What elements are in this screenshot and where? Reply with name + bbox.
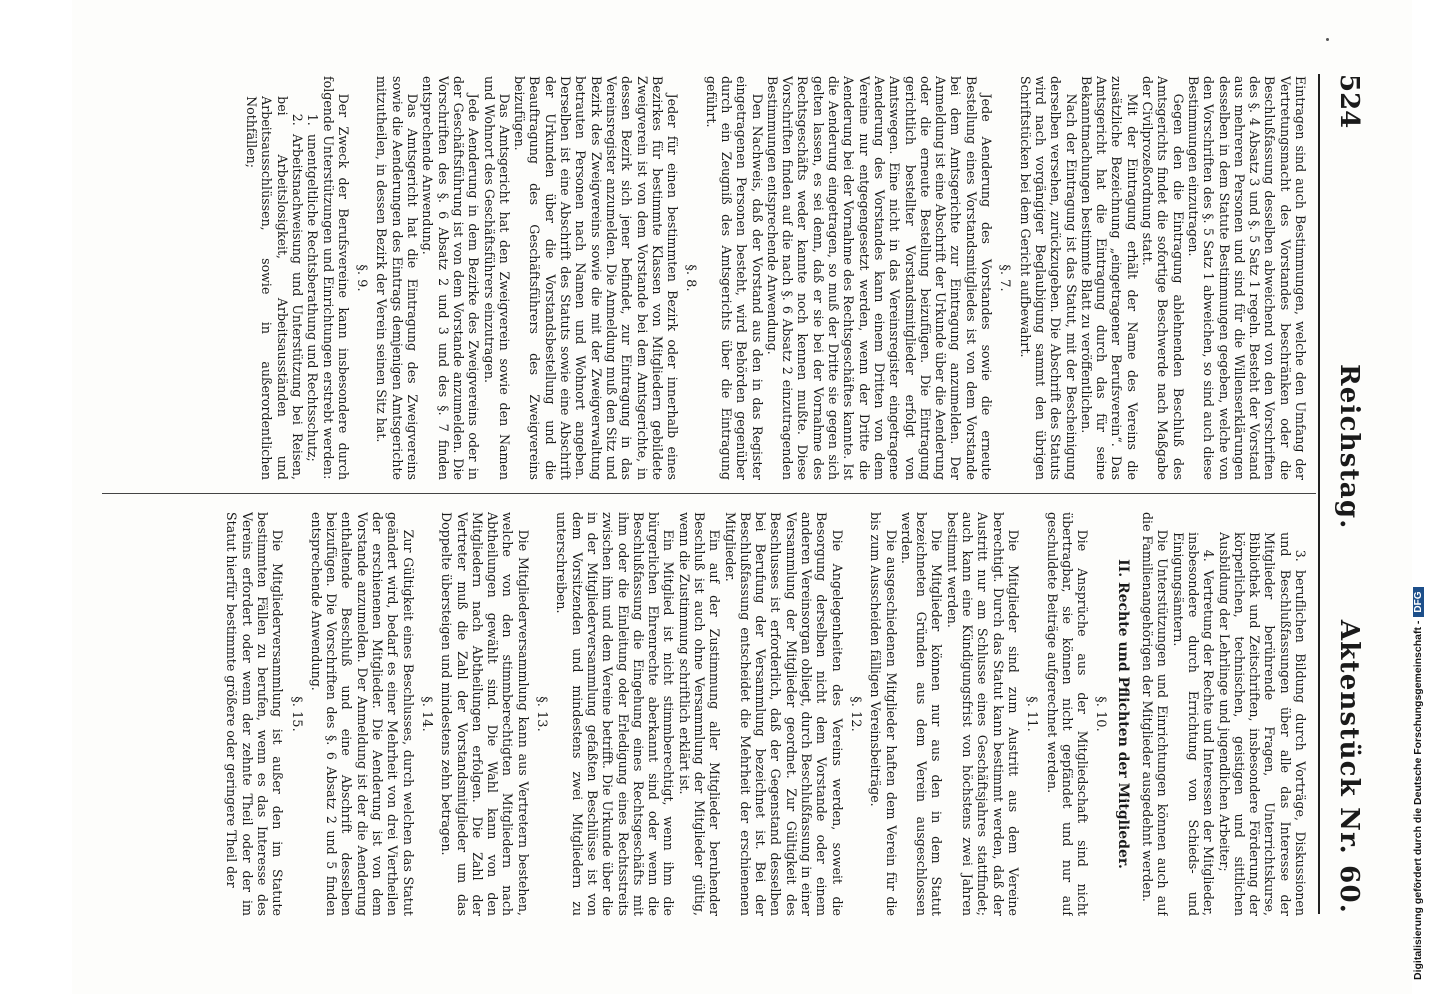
section-heading: §. 12.	[847, 696, 863, 732]
paragraph: Die Mitgliederversammlung ist außer den im Statute bestimmten Fällen zu berufen, wenn es das Interesse des Vereins erfordert oder wenn der zehnte Theil oder der im Statut hierfür bestimmte größere oder geringere Theil der	[224, 512, 286, 916]
scanned-page	[72, 0, 1412, 994]
paragraph: Ein auf der Zustimmung aller Mitglieder beruhender Beschluß ist auch ohne Versammlung der Mitglieder gültig, wenn die Zustimmung schriftlich erklärt ist.	[676, 512, 723, 916]
paragraph: Eintragen sind auch Bestimmungen, welche den Umfang der Vertretungsmacht des Vorstandes beschränken oder die Beschlußfassung desselben abweichend von den Vorschriften des §. 4 Absatz 3 und §. 5 Satz 1 regeln. Besteht der Vorstand aus mehreren Personen und sind für die Willenserklärungen desselben in dem Statute Bestimmungen gegeben, welche von den Vorschriften des §. 5 Satz 1 abweichen, so sind auch diese Bestimmungen einzutragen.	[1185, 76, 1308, 480]
credit-label: Digitalisierung gefördert durch die Deutsche Forschungsgemeinschaft -	[1412, 620, 1424, 980]
paragraph: Zur Gültigkeit eines Beschlusses, durch welchen das Statut geändert wird, bedarf es einer Mehrheit von drei Viertheilen der erschienenen Mitglieder. Die Aenderung ist von dem Vorstande anzumelden. Der Anmeldung ist der die Aenderung enthaltende Beschluß und eine Abschrift desselben beizufügen. Die Vorschriften des §. 6 Absatz 2 und 5 finden entsprechende Anwendung.	[308, 512, 416, 916]
left-column	[98, 76, 1308, 480]
digitization-credit-sidebar	[1410, 0, 1434, 1000]
header-rule	[1318, 74, 1320, 914]
paragraph: Die Ansprüche aus der Mitgliedschaft sind nicht übertragbar, sie können nicht gepfändet und nur auf geschuldete Beiträge aufgerechnet werden.	[1044, 512, 1091, 916]
paragraph: Die Mitgliederversammlung kann aus Vertretern bestehen, welche von den stimmberechtigten Mitgliedern nach Abtheilungen gewählt sind. Die Wahl kann von den Mitgliedern nach Abtheilungen erfolgen. Die Zahl der Vertreter muß die Zahl der Vorstandsmitglieder um das Doppelte übersteigen und mindestens zehn betragen.	[439, 512, 531, 916]
paragraph: Den Nachweis, daß der Vorstand aus den in das Register eingetragenen Personen besteht, wird Behörden gegenüber durch ein Zeugniß des Amtsgerichts über die Eintragung geführt.	[703, 76, 765, 480]
paragraph: Jede Aenderung des Vorstandes sowie die erneute Bestellung eines Vorstandsmitgliedes ist von dem Vorstande bei dem Amtsgerichte zur Eintragung anzumelden. Der Anmeldung ist eine Abschrift der Urkunde über die Aenderung oder die erneute Bestellung beizufügen. Die Eintragung gerichtlich bestellter Vorstandsmitglieder erfolgt von Amtswegen. Eine nicht in das Vereinsregister eingetragene Aenderung des Vorstandes kann einem Dritten von dem Vereine nur entgegengesetzt werden, wenn der Dritte die Aenderung bei der Vornahme des Rechtsgeschäftes kannte. Ist die Aenderung eingetragen, so muß der Dritte sie gegen sich gelten lassen, es sei denn, daß er sie bei der Vornahme des Rechtsgeschäfts weder kannte noch kennen mußte. Diese Vorschriften finden auf die nach §. 6 Absatz 2 einzutragenden Bestimmungen entsprechende Anwendung.	[764, 76, 995, 480]
credit-text	[1412, 0, 1432, 980]
section-heading: §. 10.	[1093, 696, 1109, 732]
dfg-logo: DFG	[1413, 588, 1424, 617]
list-item: 2.Arbeitsnachweisung und Unterstützung bei Reisen, bei Arbeitslosigkeit, Arbeitsausständen und Arbeitsausschlüssen, sowie in außerordentlichen Nothfällen;	[244, 96, 305, 480]
right-column	[98, 512, 1308, 916]
paragraph: Nach der Eintragung ist das Statut, mit der Bescheinigung derselben versehen, zurückzugeben. Die Abschrift des Statuts wird nach vorgängiger Beglaubigung sammt den übrigen Schriftstücken bei dem Gericht aufbewahrt.	[1017, 76, 1079, 480]
list-item-text: beruflichen Bildung durch Vorträge, Diskussionen und Beschlußfassungen über alle das Interesse der Mitglieder berührende Fragen, Unterrichtskurse, Bibliothek und Zeitschriften, insbesondere Förderung der körperlichen, technischen, geistigen und sittlichen Ausbildung der Lehrlinge und jugendlichen Arbeiter;	[1216, 532, 1308, 916]
page-number: 524	[1334, 74, 1364, 129]
paragraph: Die Mitglieder sind zum Austritt aus dem Vereine berechtigt. Durch das Statut kann bestimmt werden, daß der Austritt nur am Schlusse eines Geschäftsjahres stattfindet; auch kann eine Kündigungsfrist von höchstens zwei Jahren bestimmt werden.	[944, 512, 1021, 916]
paragraph: Das Amtsgericht hat den Zweigverein sowie den Namen und Wohnort des Geschäftsführers einzutragen.	[481, 76, 512, 480]
paragraph: Das Amtsgericht hat die Eintragung des Zweigvereins sowie die Aenderungen des Eintrags demjenigen Amtsgerichte mitzutheilen, in dessen Bezirk der Verein seinen Sitz hat.	[374, 76, 421, 480]
list-item: 4.Vertretung der Rechte und Interessen der Mitglieder, insbesondere durch Errichtung von Schieds- und Einigungsämtern.	[1170, 532, 1217, 916]
section-heading: §. 15.	[288, 696, 304, 732]
paragraph: Die Angelegenheiten des Vereins werden, soweit die Besorgung derselben nicht dem Vorstande oder einem anderen Vereinsorgan obliegt, durch Beschlußfassung in einer Versammlung der Mitglieder geordnet. Zur Gültigkeit des Beschlusses ist erforderlich, daß der Gegenstand desselben bei Berufung der Versammlung bezeichnet ist. Bei der Beschlußfassung entscheidet die Mehrheit der erschienenen Mitglieder.	[722, 512, 845, 916]
paragraph: Ein Mitglied ist nicht stimmberechtigt, wenn ihm die bürgerlichen Ehrenrechte aberkannt sind oder wenn die Beschlußfassung die Eingehung eines Rechtsgeschäfts mit ihm oder die Einleitung oder Erledigung eines Rechtsstreits zwischen ihm und dem Vereine betrifft. Die Urkunde über die in der Mitgliederversammlung gefaßten Beschlüsse ist von dem Vorsitzenden und mindestens zwei Mitgliedern zu unterschreiben.	[554, 512, 677, 916]
list-item-text: Vertretung der Rechte und Interessen der Mitglieder, insbesondere durch Errichtung von Schieds- und Einigungsämtern.	[1170, 532, 1217, 916]
paragraph: Jede Aenderung in dem Bezirke des Zweigvereins oder in der Geschäftsführung ist von dem Vorstande anzumelden. Die Vorschriften des §. 6 Absatz 2 und 3 und des §. 7 finden entsprechende Anwendung.	[420, 76, 482, 480]
list-item-text: unentgeltliche Rechtsberathung und Rechtsschutz;	[305, 133, 321, 462]
paragraph: Die Unterstützungen und Einrichtungen können auch auf die Familienangehörigen der Mitglieder ausgedehnt werden.	[1140, 512, 1171, 916]
section-heading: §. 7.	[997, 264, 1013, 292]
section-heading: §. 8.	[683, 264, 699, 292]
header-subtitle: Aktenstück Nr. 60.	[1334, 619, 1364, 914]
list-item: 1.unentgeltliche Rechtsberathung und Rechtsschutz;	[305, 113, 321, 462]
chapter-heading: II. Rechte und Pflichten der Mitglieder.	[1114, 559, 1131, 869]
list-item-text: Arbeitsnachweisung und Unterstützung bei Reisen, bei Arbeitslosigkeit, Arbeitsausständen und Arbeitsausschlüssen, sowie in außerordentlichen Nothfällen;	[244, 96, 305, 480]
scan-speck	[1326, 38, 1329, 41]
section-heading: §. 14.	[418, 696, 434, 732]
section-heading: §. 13.	[534, 696, 550, 732]
page-header	[1324, 74, 1364, 914]
paragraph: Gegen den die Eintragung ablehnenden Beschluß des Amtsgerichts findet die sofortige Beschwerde nach Maßgabe der Civilprozeßordnung statt.	[1140, 76, 1186, 480]
paragraph: Jeder für einen bestimmten Bezirk oder innerhalb eines Bezirkes für bestimmte Klassen von Mitgliedern gebildete Zweigverein ist von dem Vorstande bei dem Amtsgerichte, in dessen Bezirk sich jener befindet, zur Eintragung in das Vereinsregister anzumelden. Die Anmeldung muß den Sitz und Bezirk des Zweigvereins sowie die mit der Zweigverwaltung betrauten Personen nach Namen und Wohnort angeben. Derselben ist eine Abschrift des Statuts sowie eine Abschrift der Urkunden über die Vorstandsbestellung und die Beauftragung des Geschäftsführers des Zweigvereins beizufügen.	[512, 76, 681, 480]
list-item: 3.beruflichen Bildung durch Vorträge, Diskussionen und Beschlußfassungen über alle das Interesse der Mitglieder berührende Fragen, Unterrichtskurse, Bibliothek und Zeitschriften, insbesondere Förderung der körperlichen, technischen, geistigen und sittlichen Ausbildung der Lehrlinge und jugendlichen Arbeiter;	[1216, 532, 1308, 916]
header-title: Reichstag.	[1334, 364, 1364, 530]
paragraph: Die ausgeschiedenen Mitglieder haften dem Verein für die bis zum Ausscheiden fälligen Vereinsbeiträge.	[868, 512, 899, 916]
section-heading: §. 9.	[354, 264, 370, 292]
section-heading: §. 11.	[1024, 696, 1040, 732]
column-divider	[102, 493, 1316, 494]
paragraph: Die Mitglieder können nur aus den in dem Statut bezeichneten Gründen aus dem Verein ausgeschlossen werden.	[898, 512, 945, 916]
paragraph: Der Zweck der Berufsvereine kann insbesondere durch folgende Unterstützungen und Einrichtungen erstrebt werden:	[320, 76, 351, 480]
paragraph: Mit der Eintragung erhält der Name des Vereins die zusätzliche Bezeichnung „eingetragener Berufsverein“. Das Amtsgericht hat die Eintragung durch das für seine Bekanntmachungen bestimmte Blatt zu veröffentlichen.	[1078, 76, 1140, 480]
